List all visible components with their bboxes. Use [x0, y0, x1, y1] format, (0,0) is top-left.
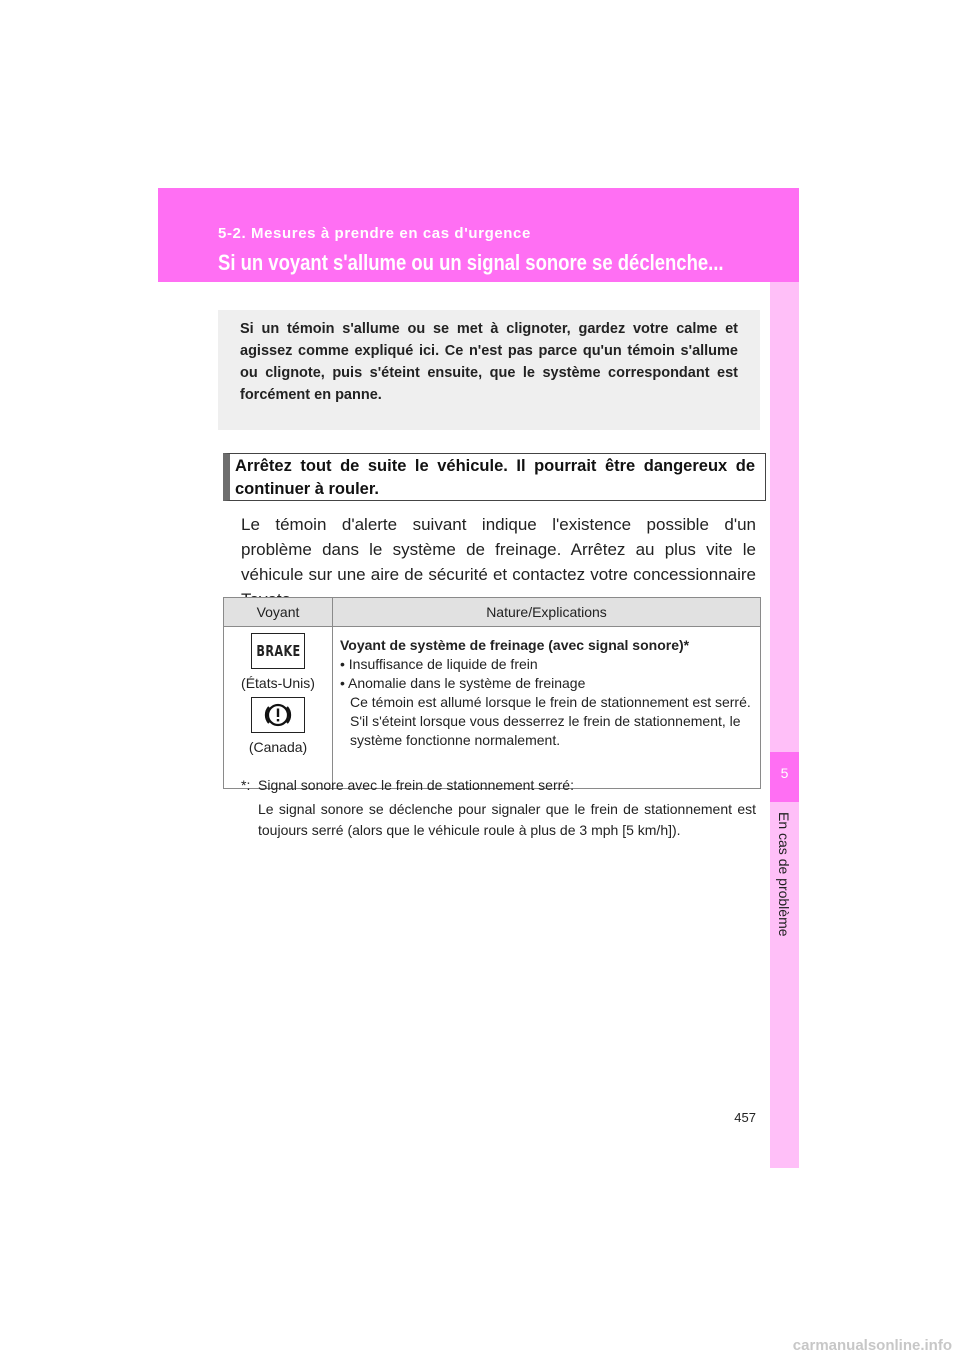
brake-symbol-text: BRAKE	[255, 642, 301, 660]
brake-exclamation-icon	[251, 697, 305, 733]
intro-text: Si un témoin s'allume ou se met à clignoter, gardez votre calme et agissez comme expliqué ici. Ce n'est pas parce qu'un témoin s'allume ou clignote, puis s'éteint ensuite, que le système correspondant est forcément en panne.	[240, 321, 738, 403]
region-label-usa: (États-Unis)	[241, 675, 315, 691]
side-strip	[770, 282, 799, 1168]
table-row	[224, 627, 761, 789]
page-number: 457	[734, 1110, 756, 1125]
explanation-item: • Anomalie dans le système de freinage	[340, 675, 586, 691]
column-header-explications: Nature/Explications	[333, 598, 761, 627]
warning-title: Arrêtez tout de suite le véhicule. Il pourrait être dangereux de continuer à rouler.	[235, 457, 755, 498]
chapter-number: 5	[780, 765, 789, 781]
footnote-body: Le signal sonore se déclenche pour signaler que le frein de stationnement est toujours serré (alors que le véhicule roule à plus de 3 mph [5 km/h]).	[258, 801, 756, 838]
region-label-canada: (Canada)	[248, 739, 308, 755]
explanation-cell	[333, 627, 761, 789]
table-header-row	[224, 598, 761, 627]
page-title: Si un voyant s'allume ou un signal sonore se déclenche...	[218, 250, 724, 275]
column-header-voyant: Voyant	[224, 598, 333, 627]
footnote-marker: *:	[241, 777, 251, 793]
exclamation-circle-icon	[263, 700, 293, 730]
body-text: Le témoin d'alerte suivant indique l'existence possible d'un problème dans le système de freinage. Arrêtez au plus vite le véhicule sur une aire de sécurité et contactez votre concessionnaire	[241, 515, 756, 584]
warning-lamp-table	[223, 597, 761, 789]
watermark: carmanualsonline.info	[792, 1337, 952, 1354]
brake-warning-icon	[251, 633, 305, 669]
chapter-title: En cas de problème	[776, 812, 792, 937]
footnote-heading: Signal sonore avec le frein de stationnement serré:	[258, 777, 574, 793]
explanation-title: Voyant de système de freinage (avec signal sonore)*	[340, 637, 690, 653]
lamp-cell	[224, 627, 333, 789]
explanation-sub-text: Ce témoin est allumé lorsque le frein de stationnement est serré. S'il s'éteint lorsque vous desserrez le frein de stationnement, le système fonctionne normalement.	[350, 694, 751, 748]
section-label: 5-2. Mesures à prendre en cas d'urgence	[218, 225, 531, 242]
explanation-item: • Insuffisance de liquide de frein	[340, 656, 538, 672]
